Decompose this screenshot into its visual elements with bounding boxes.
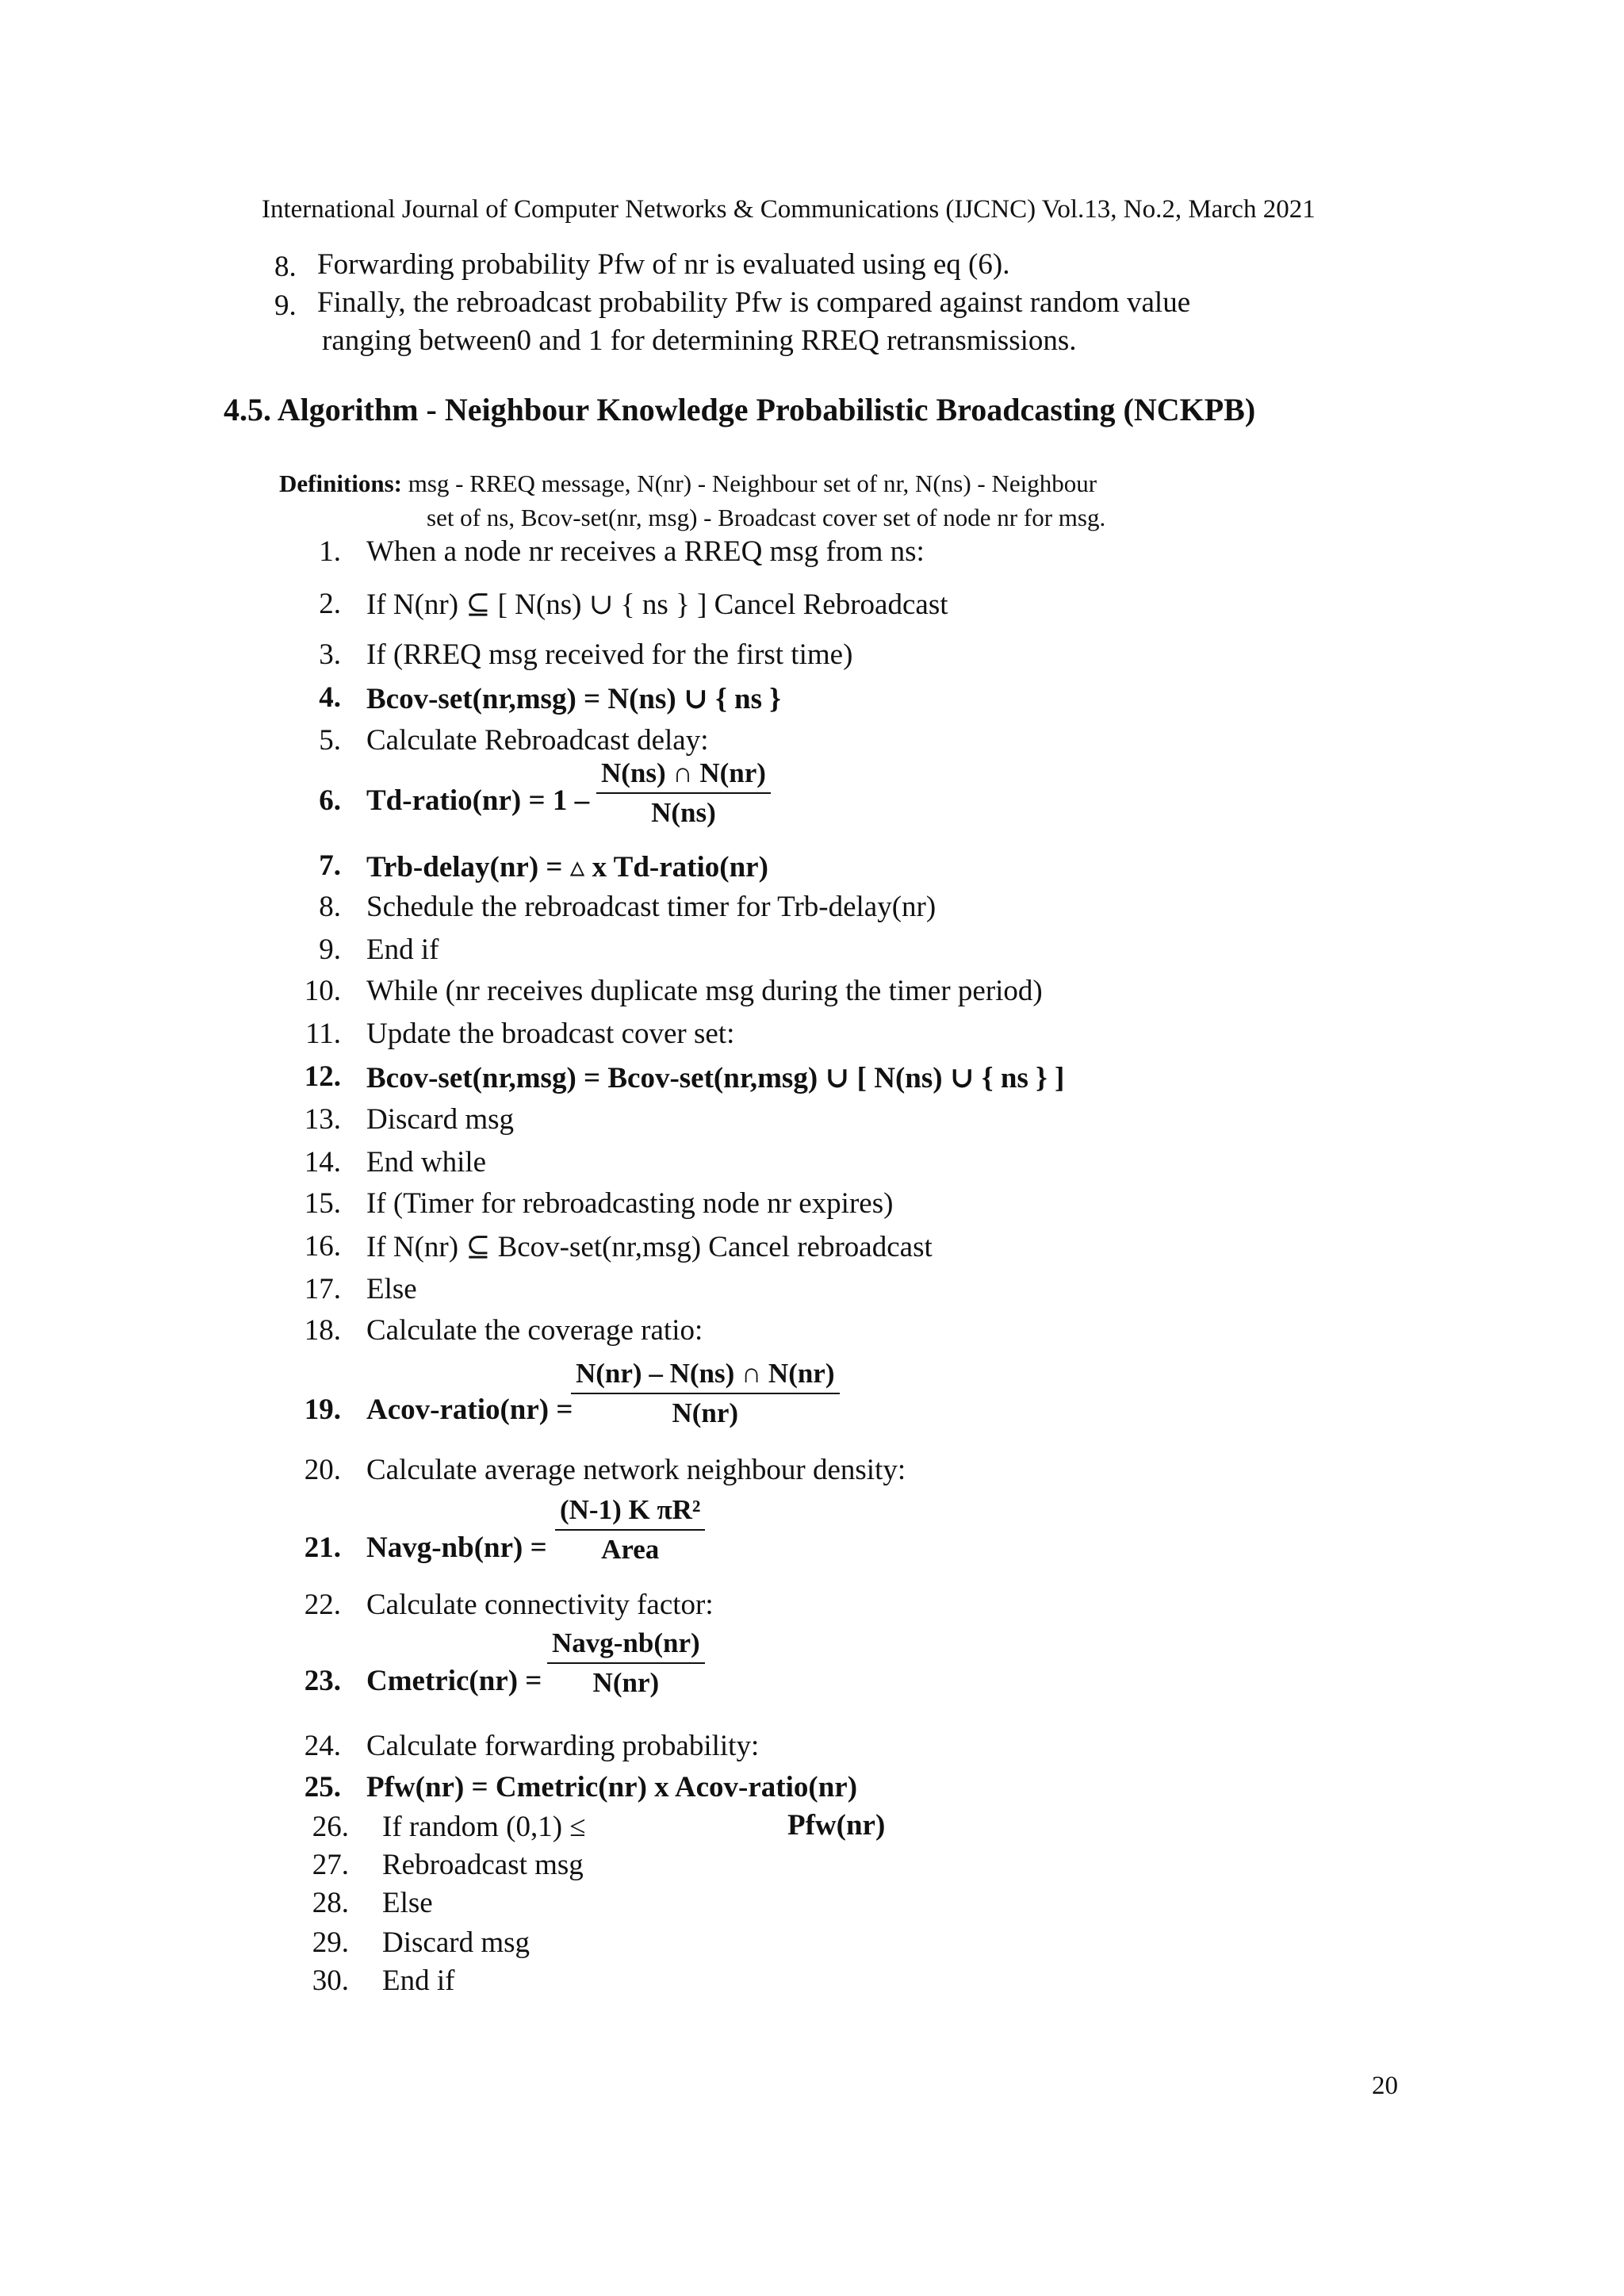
formula-cmetric: [547, 1627, 705, 1699]
formula-numerator: N(ns) ∩ N(nr): [601, 757, 766, 788]
fraction-bar: [555, 1529, 705, 1531]
formula-denominator: N(nr): [592, 1667, 660, 1698]
fraction-bar: [547, 1662, 705, 1664]
step-number: 21.: [304, 1531, 341, 1564]
step-number: 30.: [312, 1964, 349, 1997]
step-text: Calculate connectivity factor:: [366, 1589, 714, 1621]
definitions-line-2: set of ns, Bcov-set(nr, msg) - Broadcast cover set of node nr for msg.: [427, 504, 1106, 531]
definitions-label: Definitions:: [279, 470, 402, 497]
step-text: Schedule the rebroadcast timer for Trb-delay(nr): [366, 891, 936, 923]
step-number: 16.: [304, 1230, 341, 1263]
step-text: Bcov-set(nr,msg) = N(ns) ∪ { ns }: [366, 683, 781, 715]
journal-header: International Journal of Computer Networks & Communications (IJCNC) Vol.13, No.2, March 2021: [262, 195, 1316, 224]
step-text: If (RREQ msg received for the first time): [366, 638, 853, 671]
formula-denominator: N(ns): [651, 797, 716, 828]
step-number: 17.: [304, 1273, 341, 1305]
fraction-bar: [571, 1393, 840, 1394]
step-number: 28.: [312, 1887, 349, 1919]
step-number: 12.: [304, 1060, 341, 1093]
step-text: Bcov-set(nr,msg) = Bcov-set(nr,msg) ∪ [ N(ns) ∪ { ns } ]: [366, 1062, 1065, 1094]
formula-td-ratio: [596, 757, 771, 829]
step-number: 23.: [304, 1665, 341, 1697]
step-number: 20.: [304, 1454, 341, 1486]
step-number: 11.: [305, 1018, 341, 1050]
step-number: 7.: [319, 849, 341, 882]
step-text: Pfw(nr) = Cmetric(nr) x Acov-ratio(nr): [366, 1771, 858, 1803]
step-text: Navg-nb(nr) =: [366, 1531, 547, 1564]
step-text: Else: [382, 1887, 433, 1919]
step-text: Cmetric(nr) =: [366, 1665, 542, 1697]
step-number: 15.: [304, 1187, 341, 1220]
step-number: 14.: [304, 1146, 341, 1179]
step-text: Update the broadcast cover set:: [366, 1018, 735, 1050]
step-number: 19.: [304, 1393, 341, 1426]
step-number: 10.: [304, 975, 341, 1007]
step-number: 25.: [304, 1771, 341, 1803]
preamble-text: Forwarding probability Pfw of nr is evaluated using eq (6).: [317, 248, 1010, 281]
formula-acov-ratio: [571, 1358, 840, 1429]
preamble-text: Finally, the rebroadcast probability Pfw is compared against random value: [317, 286, 1191, 319]
step-number: 8.: [319, 891, 341, 923]
formula-denominator: N(nr): [672, 1397, 739, 1428]
step-text: End if: [382, 1964, 455, 1997]
formula-denominator: Area: [601, 1534, 660, 1565]
definitions-block: [279, 466, 1105, 535]
step-text: When a node nr receives a RREQ msg from ns:: [366, 535, 925, 568]
step-text: Calculate Rebroadcast delay:: [366, 724, 709, 757]
step-number: 3.: [319, 638, 341, 671]
step-text: Calculate the coverage ratio:: [366, 1314, 703, 1347]
step-text: Discard msg: [382, 1926, 530, 1959]
definitions-line-1: msg - RREQ message, N(nr) - Neighbour set of nr, N(ns) - Neighbour: [408, 470, 1097, 497]
preamble-num: 9.: [274, 289, 297, 322]
step-text: If N(nr) ⊆ [ N(ns) ∪ { ns } ] Cancel Rebroadcast: [366, 588, 948, 621]
step-text: Rebroadcast msg: [382, 1849, 584, 1881]
step-text: End if: [366, 933, 439, 966]
preamble-text: ranging between0 and 1 for determining RREQ retransmissions.: [322, 324, 1077, 357]
formula-numerator: Navg-nb(nr): [552, 1627, 700, 1658]
step-text: End while: [366, 1146, 487, 1179]
step-number: 5.: [319, 724, 341, 757]
step-number: 27.: [312, 1849, 349, 1881]
section-title: 4.5. Algorithm - Neighbour Knowledge Probabilistic Broadcasting (NCKPB): [224, 392, 1256, 427]
step-text: While (nr receives duplicate msg during the timer period): [366, 975, 1043, 1007]
step-number: 4.: [319, 681, 341, 714]
step-number: 26.: [312, 1811, 349, 1843]
step-number: 18.: [304, 1314, 341, 1347]
formula-numerator: (N-1) K πR²: [560, 1494, 701, 1525]
step-text: Trb-delay(nr) = ▵ x Td-ratio(nr): [366, 851, 768, 884]
step-text: Else: [366, 1273, 417, 1305]
step-text: Calculate forwarding probability:: [366, 1730, 760, 1762]
step-number: 13.: [304, 1103, 341, 1136]
formula-numerator: N(nr) – N(ns) ∩ N(nr): [576, 1358, 835, 1389]
step-26-rhs: Pfw(nr): [787, 1809, 886, 1842]
step-text: Discard msg: [366, 1103, 514, 1136]
step-number: 6.: [319, 784, 341, 817]
step-number: 2.: [319, 588, 341, 620]
step-number: 29.: [312, 1926, 349, 1959]
step-text: If N(nr) ⊆ Bcov-set(nr,msg) Cancel rebroadcast: [366, 1231, 933, 1263]
step-text: If (Timer for rebroadcasting node nr expires): [366, 1187, 894, 1220]
formula-navg-nb: [555, 1494, 705, 1566]
step-number: 1.: [319, 535, 341, 568]
page-number: 20: [1372, 2072, 1398, 2100]
step-text: Acov-ratio(nr) =: [366, 1393, 573, 1426]
step-text: Calculate average network neighbour density:: [366, 1454, 906, 1486]
fraction-bar: [596, 792, 771, 794]
step-number: 24.: [304, 1730, 341, 1762]
preamble-num: 8.: [274, 251, 297, 283]
step-text: If random (0,1) ≤: [382, 1811, 586, 1843]
step-text: Td-ratio(nr) = 1 –: [366, 784, 590, 817]
step-number: 9.: [319, 933, 341, 966]
step-number: 22.: [304, 1589, 341, 1621]
